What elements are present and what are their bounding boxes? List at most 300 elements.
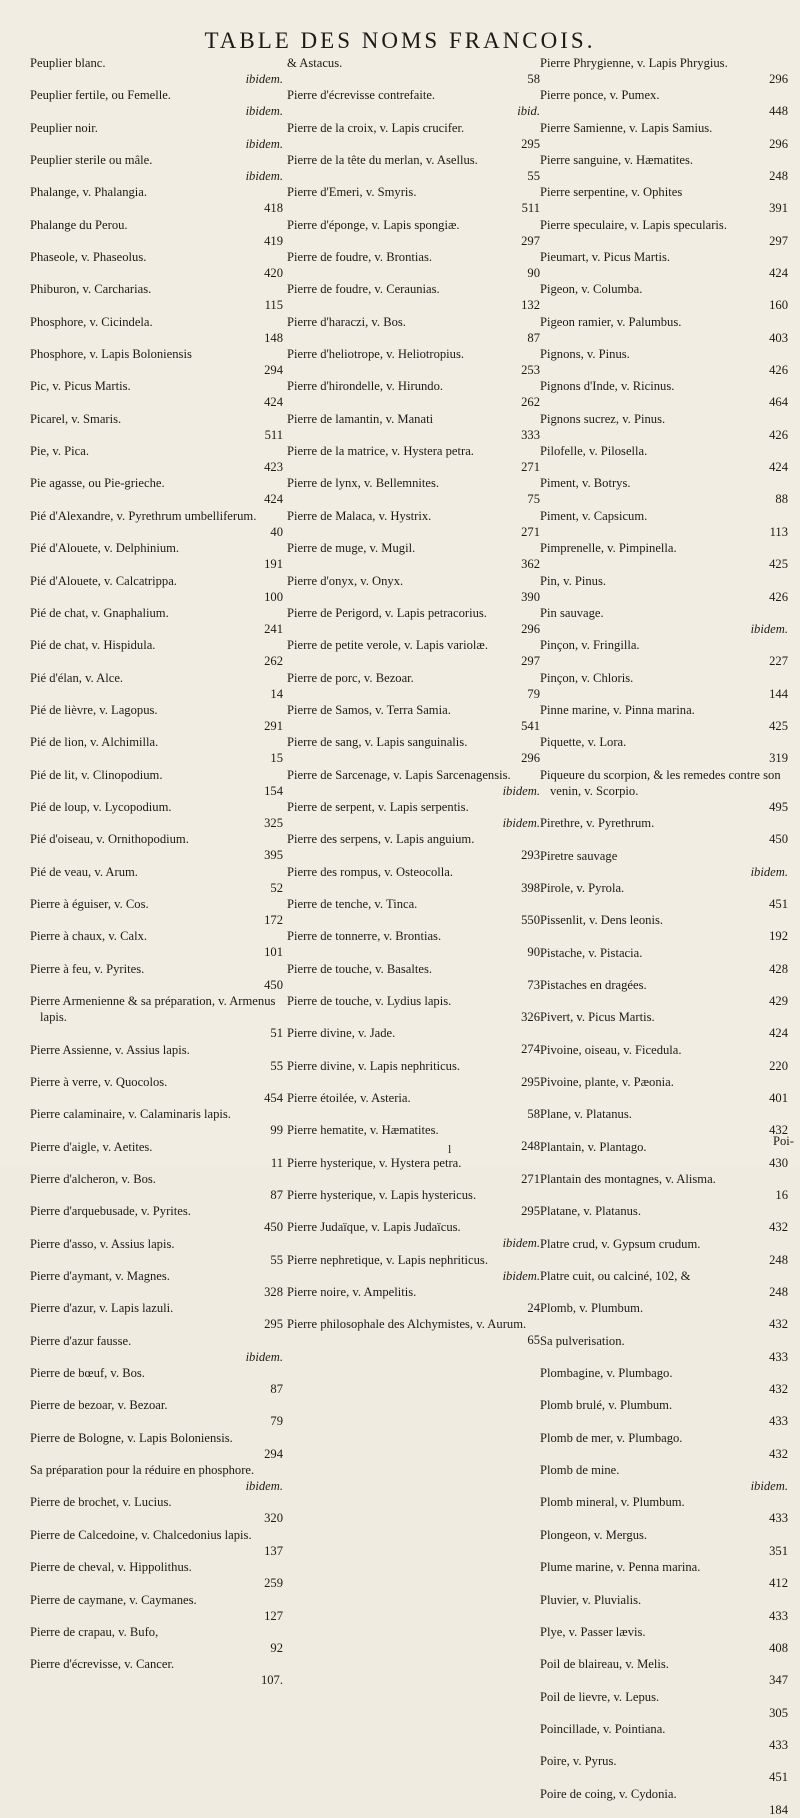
entry-term: Pierre d'azur, v. Lapis lazuli. (30, 1301, 174, 1316)
index-entry (30, 1365, 285, 1397)
entry-term: Pierre calaminaire, v. Calaminaris lapis. (30, 1107, 231, 1122)
entry-page-number: ibidem. (750, 1479, 788, 1494)
entry-term: Pierre de Bologne, v. Lapis Boloniensis. (30, 1430, 233, 1445)
entry-term: Pinne marine, v. Pinna marina. (540, 702, 695, 717)
entry-page-number: 448 (769, 104, 788, 119)
entry-page-number: 426 (769, 589, 788, 604)
entry-term: Pic, v. Picus Martis. (30, 379, 131, 394)
entry-page-number: 347 (769, 1673, 788, 1688)
index-entry (287, 702, 542, 734)
entry-page-number: 262 (264, 654, 283, 669)
entry-page-number: 432 (769, 1446, 788, 1461)
entry-page-number: 137 (264, 1543, 283, 1558)
entry-term: Pierre d'heliotrope, v. Heliotropius. (287, 347, 465, 362)
entry-page-number: 24 (527, 1301, 540, 1316)
index-entry (540, 1074, 790, 1106)
entry-page-number: 326 (521, 1009, 540, 1024)
entry-page-number: 297 (769, 233, 788, 248)
index-entry (540, 670, 790, 702)
entry-page-number: 295 (521, 136, 540, 151)
entry-term: Pierre d'aigle, v. Aetites. (30, 1139, 153, 1154)
index-entry (540, 1721, 790, 1753)
entry-term: Pignons d'Inde, v. Ricinus. (540, 379, 675, 394)
entry-term: Plongeon, v. Mergus. (540, 1527, 648, 1542)
entry-page-number: 101 (264, 945, 283, 960)
index-entry (30, 249, 285, 281)
entry-page-number: 395 (264, 848, 283, 863)
entry-term: Pierre de bezoar, v. Bezoar. (30, 1398, 168, 1413)
entry-page-number: ibidem. (750, 864, 788, 879)
entry-term: Pierre de brochet, v. Lucius. (30, 1495, 172, 1510)
entry-term: Pivoine, plante, v. Pæonia. (540, 1075, 674, 1089)
entry-term: Pierre à chaux, v. Calx. (30, 929, 148, 944)
entry-page-number: 259 (264, 1576, 283, 1591)
index-entry (540, 314, 790, 346)
entry-page-number: 550 (521, 912, 540, 927)
index-entry (287, 1219, 542, 1251)
entry-term: Pierre des serpens, v. Lapis anguium. (287, 832, 475, 847)
entry-term: Pierre de lynx, v. Bellemnites. (287, 476, 440, 491)
entry-page-number: ibidem. (502, 783, 540, 798)
entry-page-number: 11 (270, 1155, 283, 1170)
entry-term: Pierre d'écrevisse, v. Cancer. (30, 1657, 175, 1672)
index-entry (540, 1365, 790, 1397)
entry-term: Pierre de touche, v. Basaltes. (287, 961, 433, 976)
index-entry (30, 508, 285, 540)
index-entry (540, 87, 790, 119)
entry-term: Plomb de mer, v. Plumbago. (540, 1430, 683, 1445)
entry-page-number: 90 (527, 945, 540, 960)
entry-page-number: 127 (264, 1608, 283, 1623)
entry-page-number: ibidem. (245, 72, 283, 86)
entry-page-number: 144 (769, 686, 788, 701)
entry-page-number: 15 (270, 751, 283, 766)
entry-term: Pierre de foudre, v. Ceraunias. (287, 282, 440, 297)
index-entry (287, 1316, 542, 1348)
index-entry (30, 184, 285, 216)
entry-page-number: 248 (769, 1285, 788, 1300)
index-entry (30, 120, 285, 152)
entry-page-number: 425 (769, 557, 788, 572)
entry-term: Pierre de petite verole, v. Lapis variolæ. (287, 638, 488, 653)
entry-term: Piretre sauvage (540, 848, 618, 863)
index-entry (540, 1333, 790, 1365)
entry-page-number: 274 (521, 1042, 540, 1057)
entry-page-number: 100 (264, 589, 283, 604)
entry-term: Pierre hematite, v. Hæmatites. (287, 1123, 439, 1138)
entry-term: Pié d'Alouete, v. Delphinium. (30, 541, 180, 556)
entry-page-number: 87 (527, 330, 540, 345)
entry-term: Pierre de porc, v. Bezoar. (287, 670, 414, 685)
entry-page-number: 184 (769, 1802, 788, 1817)
index-entry (540, 1236, 790, 1268)
index-entry (540, 475, 790, 507)
index-entry (287, 411, 542, 443)
index-entry (540, 1171, 790, 1203)
entry-page-number: 424 (264, 395, 283, 410)
entry-term: Pignons, v. Pinus. (540, 347, 630, 362)
entry-term: Pierre à feu, v. Pyrites. (30, 961, 145, 976)
index-entry (287, 87, 542, 119)
index-entry (287, 314, 542, 346)
index-entry (540, 1462, 790, 1494)
entry-page-number: 429 (769, 993, 788, 1008)
index-entry (30, 928, 285, 960)
index-entry (540, 977, 790, 1009)
entry-page-number: 227 (769, 654, 788, 669)
index-entry (30, 702, 285, 734)
entry-page-number: 433 (769, 1511, 788, 1526)
index-entry (540, 346, 790, 378)
index-entry (30, 443, 285, 475)
entry-term: Pieumart, v. Picus Martis. (540, 250, 671, 265)
index-entry (30, 1397, 285, 1429)
index-entry (287, 120, 542, 152)
index-entry (540, 508, 790, 540)
entry-term: Peuplier noir. (30, 120, 98, 135)
entry-term: Pistache, v. Pistacia. (540, 945, 643, 960)
entry-term: Pié d'Alouete, v. Calcatrippa. (30, 573, 177, 588)
entry-page-number: 75 (527, 492, 540, 507)
entry-term: Pierre de sang, v. Lapis sanguinalis. (287, 735, 468, 750)
entry-page-number: 432 (769, 1317, 788, 1332)
entry-page-number: 424 (769, 266, 788, 281)
index-entry (287, 734, 542, 766)
entry-page-number: 248 (521, 1139, 540, 1154)
index-entry (287, 831, 542, 863)
entry-page-number: 40 (270, 524, 283, 539)
entry-term: Pierre de bœuf, v. Bos. (30, 1366, 145, 1381)
entry-page-number: ibidem. (750, 621, 788, 636)
entry-page-number: 241 (264, 621, 283, 636)
index-entry (30, 993, 285, 1042)
entry-term: Peuplier sterile ou mâle. (30, 153, 153, 168)
entry-page-number: 79 (527, 686, 540, 701)
entry-page-number: ibid. (517, 104, 540, 119)
entry-term: Pierre d'arquebusade, v. Pyrites. (30, 1204, 191, 1219)
entry-page-number: 454 (264, 1091, 283, 1105)
index-entry (540, 880, 790, 912)
entry-term: Pierre speculaire, v. Lapis specularis. (540, 217, 727, 232)
entry-term: Phosphore, v. Cicindela. (30, 314, 153, 329)
index-entry (30, 605, 285, 637)
index-entry (30, 281, 285, 313)
entry-term: Pluvier, v. Pluvialis. (540, 1592, 642, 1607)
entry-page-number: 320 (264, 1511, 283, 1526)
index-entry (287, 1284, 542, 1316)
index-entry (540, 152, 790, 184)
index-entry (287, 637, 542, 669)
entry-page-number: 291 (264, 718, 283, 733)
entry-page-number: 451 (769, 896, 788, 911)
entry-page-number: 192 (769, 929, 788, 944)
entry-page-number: 92 (270, 1640, 283, 1655)
entry-term: Plomb, v. Plumbum. (540, 1301, 644, 1316)
entry-term: Phalange du Perou. (30, 217, 128, 232)
entry-term: Pissenlit, v. Dens leonis. (540, 913, 664, 928)
entry-term: Pierre d'écrevisse contrefaite. (287, 88, 436, 103)
index-entry (30, 1139, 285, 1171)
entry-page-number: 271 (521, 460, 540, 475)
entry-term: Pirole, v. Pyrola. (540, 880, 625, 895)
index-entry (540, 912, 790, 944)
entry-page-number: 14 (270, 686, 283, 701)
index-entry (30, 864, 285, 896)
index-entry (287, 1090, 542, 1122)
entry-term: Pierre d'asso, v. Assius lapis. (30, 1236, 175, 1251)
index-entry (30, 1592, 285, 1624)
entry-term: Pierre ponce, v. Pumex. (540, 88, 660, 103)
entry-page-number: 426 (769, 363, 788, 378)
entry-page-number: 391 (769, 201, 788, 216)
entry-term: Pié de loup, v. Lycopodium. (30, 799, 172, 814)
entry-term: Plane, v. Platanus. (540, 1107, 632, 1122)
index-entry (287, 1025, 542, 1057)
index-entry (287, 281, 542, 313)
entry-page-number: 398 (521, 880, 540, 895)
index-entry (540, 281, 790, 313)
index-entry (540, 1042, 790, 1074)
index-entry (30, 411, 285, 443)
entry-term: Pierre de la croix, v. Lapis crucifer. (287, 120, 465, 135)
index-entry (30, 573, 285, 605)
index-entry (540, 249, 790, 281)
entry-page-number: 191 (264, 557, 283, 572)
entry-page-number: 297 (521, 233, 540, 248)
index-entry (30, 1559, 285, 1591)
index-entry (287, 184, 542, 216)
entry-term: Pierre de cheval, v. Hippolithus. (30, 1560, 192, 1575)
index-entry (540, 217, 790, 249)
entry-term: Plomb de mine. (540, 1463, 620, 1478)
catchword: Poi- (773, 1134, 794, 1148)
entry-term: Plomb brulé, v. Plumbum. (540, 1398, 673, 1413)
entry-page-number: 160 (769, 298, 788, 313)
entry-page-number: 426 (769, 427, 788, 442)
entry-page-number: 328 (264, 1285, 283, 1300)
entry-term: Pierre de serpent, v. Lapis serpentis. (287, 799, 469, 814)
entry-page-number: 107. (260, 1673, 283, 1688)
index-entry (287, 993, 542, 1025)
entry-term: Pierre Samienne, v. Lapis Samius. (540, 120, 713, 135)
entry-term: Poincillade, v. Pointiana. (540, 1721, 666, 1736)
index-entry (540, 605, 790, 637)
entry-term: Pierre Phrygienne, v. Lapis Phrygius. (540, 56, 728, 70)
index-entry (540, 120, 790, 152)
entry-page-number: 58 (527, 72, 540, 86)
index-entry (540, 848, 790, 880)
index-entry (540, 1753, 790, 1785)
index-entry (540, 1009, 790, 1041)
entry-page-number: 425 (769, 718, 788, 733)
entry-term: Plombagine, v. Plumbago. (540, 1366, 673, 1381)
index-entry (30, 1074, 285, 1106)
entry-page-number: 87 (270, 1382, 283, 1397)
entry-term: Pie agasse, ou Pie-grieche. (30, 476, 165, 491)
index-entry (540, 1494, 790, 1526)
index-entry (287, 799, 542, 831)
index-entry (540, 1397, 790, 1429)
index-entry (287, 378, 542, 410)
entry-term: Pierre de muge, v. Mugil. (287, 541, 416, 556)
index-column-2 (287, 55, 542, 1349)
entry-page-number: 432 (769, 1123, 788, 1138)
index-entry (30, 1300, 285, 1332)
entry-term: Plantain, v. Plantago. (540, 1139, 647, 1154)
index-entry (30, 1430, 285, 1462)
index-entry (30, 87, 285, 119)
entry-page-number: 433 (769, 1414, 788, 1429)
index-entry (30, 152, 285, 184)
entry-term: Pié de veau, v. Arum. (30, 864, 138, 879)
entry-page-number: 88 (775, 492, 788, 507)
entry-term: Piqueure du scorpion, & les remedes contre son venin, v. Scorpio. (540, 767, 781, 798)
index-entry (287, 1122, 542, 1154)
entry-term: Peuplier blanc. (30, 56, 106, 70)
entry-term: Pinçon, v. Chloris. (540, 670, 634, 685)
index-entry (540, 411, 790, 443)
entry-term: Pimprenelle, v. Pimpinella. (540, 541, 677, 556)
entry-term: Plume marine, v. Penna marina. (540, 1560, 701, 1575)
entry-page-number: 296 (769, 136, 788, 151)
entry-term: Pierre de la matrice, v. Hystera petra. (287, 444, 474, 459)
entry-term: & Astacus. (287, 56, 343, 70)
entry-term: Phalange, v. Phalangia. (30, 185, 148, 200)
entry-page-number: 541 (521, 718, 540, 733)
entry-term: Phaseole, v. Phaseolus. (30, 250, 147, 265)
index-entry (30, 378, 285, 410)
entry-page-number: 296 (521, 621, 540, 636)
entry-page-number: 271 (521, 524, 540, 539)
entry-term: Pierre de touche, v. Lydius lapis. (287, 993, 452, 1008)
index-entry (540, 1527, 790, 1559)
entry-page-number: 433 (769, 1608, 788, 1623)
entry-term: Pierre étoilée, v. Asteria. (287, 1091, 411, 1105)
entry-page-number: 433 (769, 1349, 788, 1364)
entry-term: Pierre de foudre, v. Brontias. (287, 250, 433, 265)
index-entry (30, 1236, 285, 1268)
index-entry (540, 1106, 790, 1138)
entry-term: Pie, v. Pica. (30, 444, 89, 459)
entry-page-number: 253 (521, 363, 540, 378)
index-entry (30, 1656, 285, 1688)
entry-page-number: 295 (521, 1074, 540, 1089)
entry-page-number: 271 (521, 1171, 540, 1186)
entry-page-number: 262 (521, 395, 540, 410)
index-entry (30, 896, 285, 928)
entry-term: Pié de lièvre, v. Lagopus. (30, 702, 158, 717)
entry-term: Poil de blaireau, v. Melis. (540, 1657, 669, 1672)
entry-page-number: 424 (264, 492, 283, 507)
index-entry (287, 540, 542, 572)
entry-page-number: 423 (264, 460, 283, 475)
index-entry (30, 1333, 285, 1365)
entry-term: Pierre de Sarcenage, v. Lapis Sarcenagensis. (287, 767, 511, 782)
entry-term: Pierre à éguiser, v. Cos. (30, 896, 149, 911)
index-entry (30, 346, 285, 378)
index-entry (540, 815, 790, 847)
entry-page-number: 248 (769, 169, 788, 184)
entry-page-number: 99 (270, 1123, 283, 1138)
entry-term: Pié de chat, v. Hispidula. (30, 638, 156, 653)
entry-term: Piment, v. Botrys. (540, 476, 631, 491)
index-entry (30, 1042, 285, 1074)
index-entry (287, 152, 542, 184)
entry-page-number: 58 (527, 1107, 540, 1121)
entry-term: Pierre d'aymant, v. Magnes. (30, 1269, 170, 1284)
entry-term: Pierre divine, v. Jade. (287, 1026, 396, 1041)
index-entry (30, 1527, 285, 1559)
index-entry (30, 961, 285, 993)
folio-mark: l (448, 1142, 452, 1156)
entry-term: Pignons sucrez, v. Pinus. (540, 411, 666, 426)
index-entry (287, 767, 542, 799)
entry-page-number: 433 (769, 1737, 788, 1752)
index-entry (540, 378, 790, 410)
entry-term: Poire de coing, v. Cydonia. (540, 1786, 677, 1801)
entry-page-number: 511 (264, 427, 283, 442)
entry-page-number: 52 (270, 880, 283, 895)
entry-page-number: 295 (264, 1317, 283, 1332)
entry-page-number: 419 (264, 233, 283, 248)
index-entry (30, 767, 285, 799)
entry-page-number: 408 (769, 1640, 788, 1655)
entry-term: Pié de lit, v. Clinopodium. (30, 767, 163, 782)
entry-page-number: 294 (264, 1446, 283, 1461)
index-entry (30, 1268, 285, 1300)
entry-page-number: 319 (769, 751, 788, 766)
entry-page-number: 296 (521, 751, 540, 766)
entry-term: Pierre de lamantin, v. Manati (287, 411, 434, 426)
entry-page-number: 65 (527, 1333, 540, 1348)
index-entry (287, 1058, 542, 1090)
entry-term: Pié d'Alexandre, v. Pyrethrum umbelliferum. (30, 508, 257, 523)
entry-page-number: 420 (264, 266, 283, 281)
index-entry (540, 1300, 790, 1332)
entry-page-number: 132 (521, 298, 540, 313)
entry-page-number: 428 (769, 961, 788, 976)
index-entry (30, 1462, 285, 1494)
entry-page-number: 295 (521, 1204, 540, 1219)
index-entry (540, 1268, 790, 1300)
index-entry (287, 346, 542, 378)
index-entry (30, 734, 285, 766)
entry-page-number: 464 (769, 395, 788, 410)
index-entry (30, 1171, 285, 1203)
entry-term: Pierre de Samos, v. Terra Samia. (287, 702, 451, 717)
index-entry (30, 1106, 285, 1138)
index-entry (287, 1155, 542, 1187)
entry-page-number: 450 (769, 832, 788, 847)
index-entry (540, 702, 790, 734)
index-entry (287, 1252, 542, 1284)
entry-term: Pié de lion, v. Alchimilla. (30, 735, 159, 750)
entry-term: Pistaches en dragées. (540, 977, 647, 992)
entry-term: Pié de chat, v. Gnaphalium. (30, 605, 169, 620)
index-entry (30, 1624, 285, 1656)
entry-term: Pierre hysterique, v. Lapis hystericus. (287, 1188, 477, 1203)
entry-term: Poil de lievre, v. Lepus. (540, 1689, 660, 1704)
index-entry (540, 1656, 790, 1688)
entry-term: Pierre philosophale des Alchymistes, v. Aurum. (287, 1317, 527, 1332)
entry-term: Picarel, v. Smaris. (30, 411, 122, 426)
entry-page-number: 401 (769, 1091, 788, 1105)
entry-term: Poire, v. Pyrus. (540, 1754, 617, 1769)
entry-term: Pierre Judaïque, v. Lapis Judaïcus. (287, 1220, 461, 1235)
index-entry (287, 217, 542, 249)
entry-page-number: ibidem. (502, 1236, 540, 1251)
index-entry (540, 1559, 790, 1591)
